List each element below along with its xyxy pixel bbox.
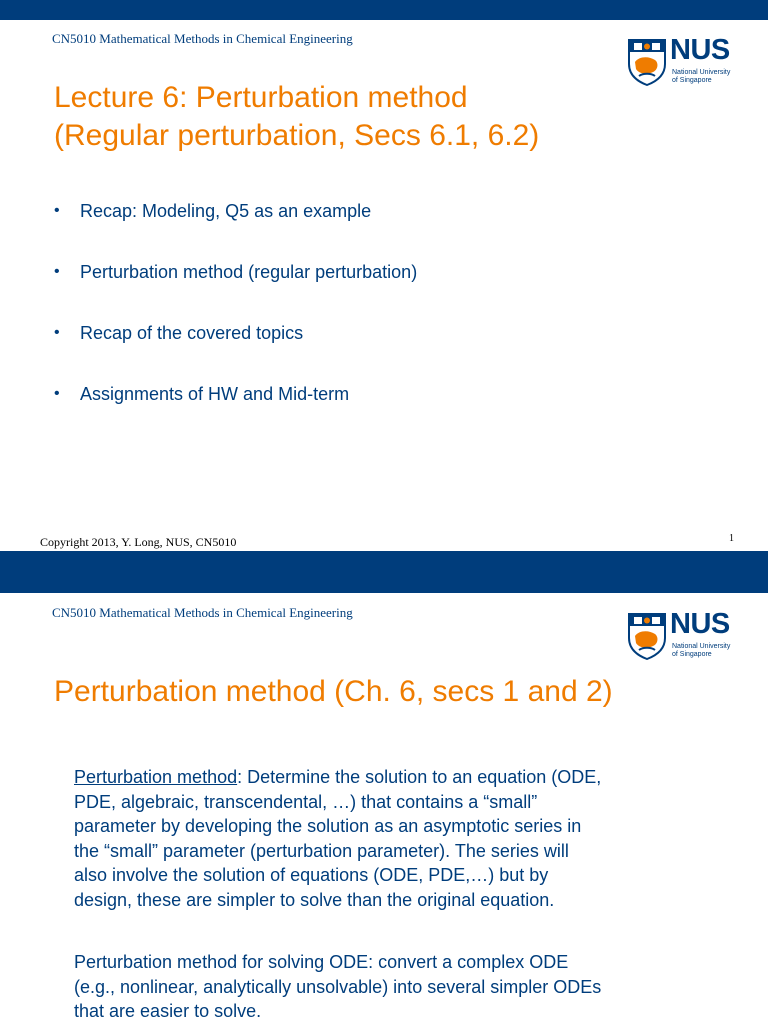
nus-crest-icon [627, 612, 667, 660]
slide1-copyright: Copyright 2013, Y. Long, NUS, CN5010 [40, 535, 237, 549]
bullet-item: • Perturbation method (regular perturbation) [54, 262, 418, 282]
slide1-title: Lecture 6: Perturbation method (Regular perturbation, Secs 6.1, 6.2) [54, 81, 540, 152]
bullet-item: • Recap of the covered topics [54, 323, 304, 343]
nus-crest-icon [627, 38, 667, 86]
nus-subtitle: National University of Singapore [672, 69, 731, 84]
slide1-nus-logo [627, 34, 742, 98]
slide2-title: Perturbation method (Ch. 6, secs 1 and 2) [54, 675, 613, 708]
nus-wordmark: NUS [670, 34, 730, 66]
slide1-page-number: 1 [729, 533, 734, 544]
slide1-course-title: CN5010 Mathematical Methods in Chemical Engineering [52, 31, 353, 46]
ode-method-paragraph: Perturbation method for solving ODE: convert a complex ODE (e.g., nonlinear, analytically unsolvable) into several simpler ODEs that are easier to solve. [74, 952, 602, 1021]
slide1-bullet-list [54, 198, 417, 442]
nus-wordmark: NUS [670, 608, 730, 640]
bullet-item: • Recap: Modeling, Q5 as an example [54, 201, 372, 221]
nus-subtitle: National University of Singapore [672, 643, 731, 658]
perturbation-definition-paragraph: Perturbation method: Determine the solution to an equation (ODE, PDE, algebraic, transcendental, …) that contains a “small” parameter by developing the solution as an asymptotic series in the “small” parameter (perturbation parameter). The series will also involve the solution of equations (ODE, PDE,…) but by design, these are simpler to solve than the original equation. [74, 767, 602, 910]
bullet-item: • Assignments of HW and Mid-term [54, 384, 350, 404]
slide2-nus-logo [627, 608, 742, 672]
slide2-header-bar [0, 551, 768, 593]
perturbation-term: Perturbation method [74, 767, 238, 787]
slide2-course-title: CN5010 Mathematical Methods in Chemical Engineering [52, 605, 353, 620]
slide1-header-bar [0, 0, 768, 20]
